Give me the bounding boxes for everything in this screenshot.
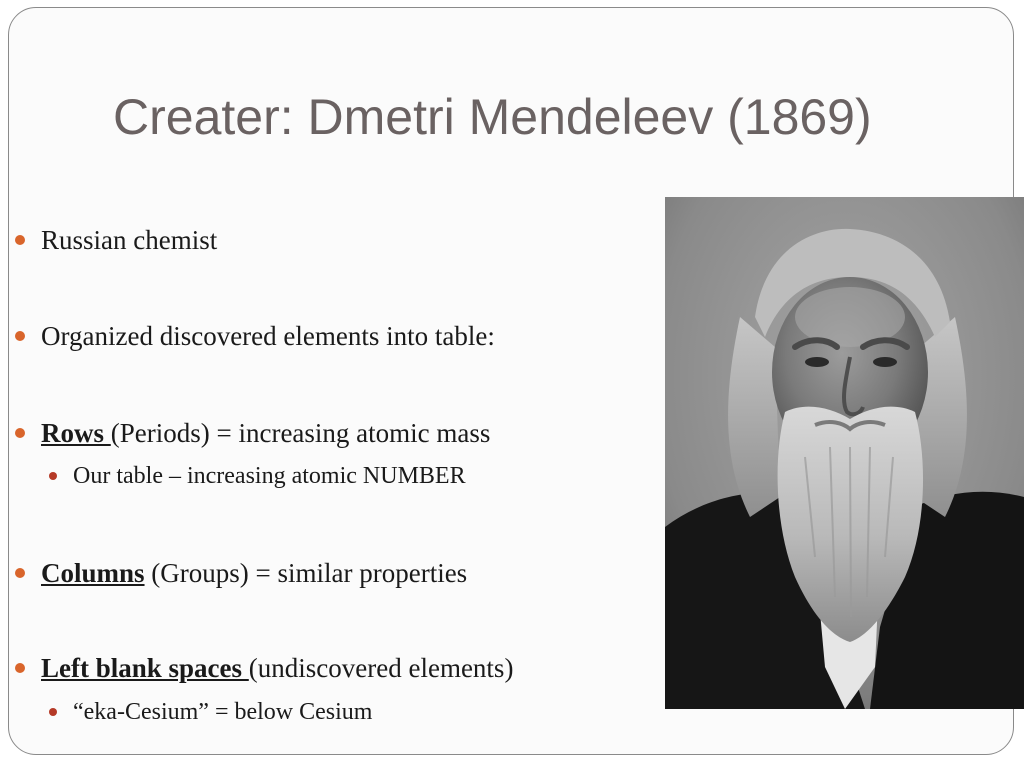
bullet-text bbox=[41, 557, 467, 589]
bullet-marker-icon bbox=[15, 663, 25, 673]
sub-bullet-text: “eka-Cesium” = below Cesium bbox=[73, 699, 373, 725]
bullet-marker-icon bbox=[15, 428, 25, 438]
term-rows: Rows bbox=[41, 418, 111, 448]
portrait-image bbox=[665, 197, 1024, 709]
bullet-rest-text: (undiscovered elements) bbox=[248, 653, 514, 683]
bullet-rest-text: (Periods) = increasing atomic mass bbox=[110, 418, 491, 448]
term-columns: Columns bbox=[41, 558, 145, 588]
bullet-text: Russian chemist bbox=[41, 225, 218, 255]
sub-bullet-marker-icon bbox=[49, 708, 57, 716]
sub-bullet-marker-icon bbox=[49, 472, 57, 480]
bullet-marker-icon bbox=[15, 568, 25, 578]
bullet-rest-text: (Groups) = similar properties bbox=[144, 558, 468, 588]
sub-bullet-text: Our table – increasing atomic NUMBER bbox=[73, 463, 466, 489]
term-left-blank-spaces: Left blank spaces bbox=[41, 653, 249, 683]
bullet-marker-icon bbox=[15, 235, 25, 245]
bullet-text bbox=[41, 417, 490, 449]
mendeleev-portrait-photo bbox=[665, 197, 1024, 709]
bullet-text: Organized discovered elements into table: bbox=[41, 321, 495, 351]
bullet-marker-icon bbox=[15, 331, 25, 341]
slide-title: Creater: Dmetri Mendeleev (1869) bbox=[113, 89, 872, 145]
bullet-text bbox=[41, 652, 513, 684]
